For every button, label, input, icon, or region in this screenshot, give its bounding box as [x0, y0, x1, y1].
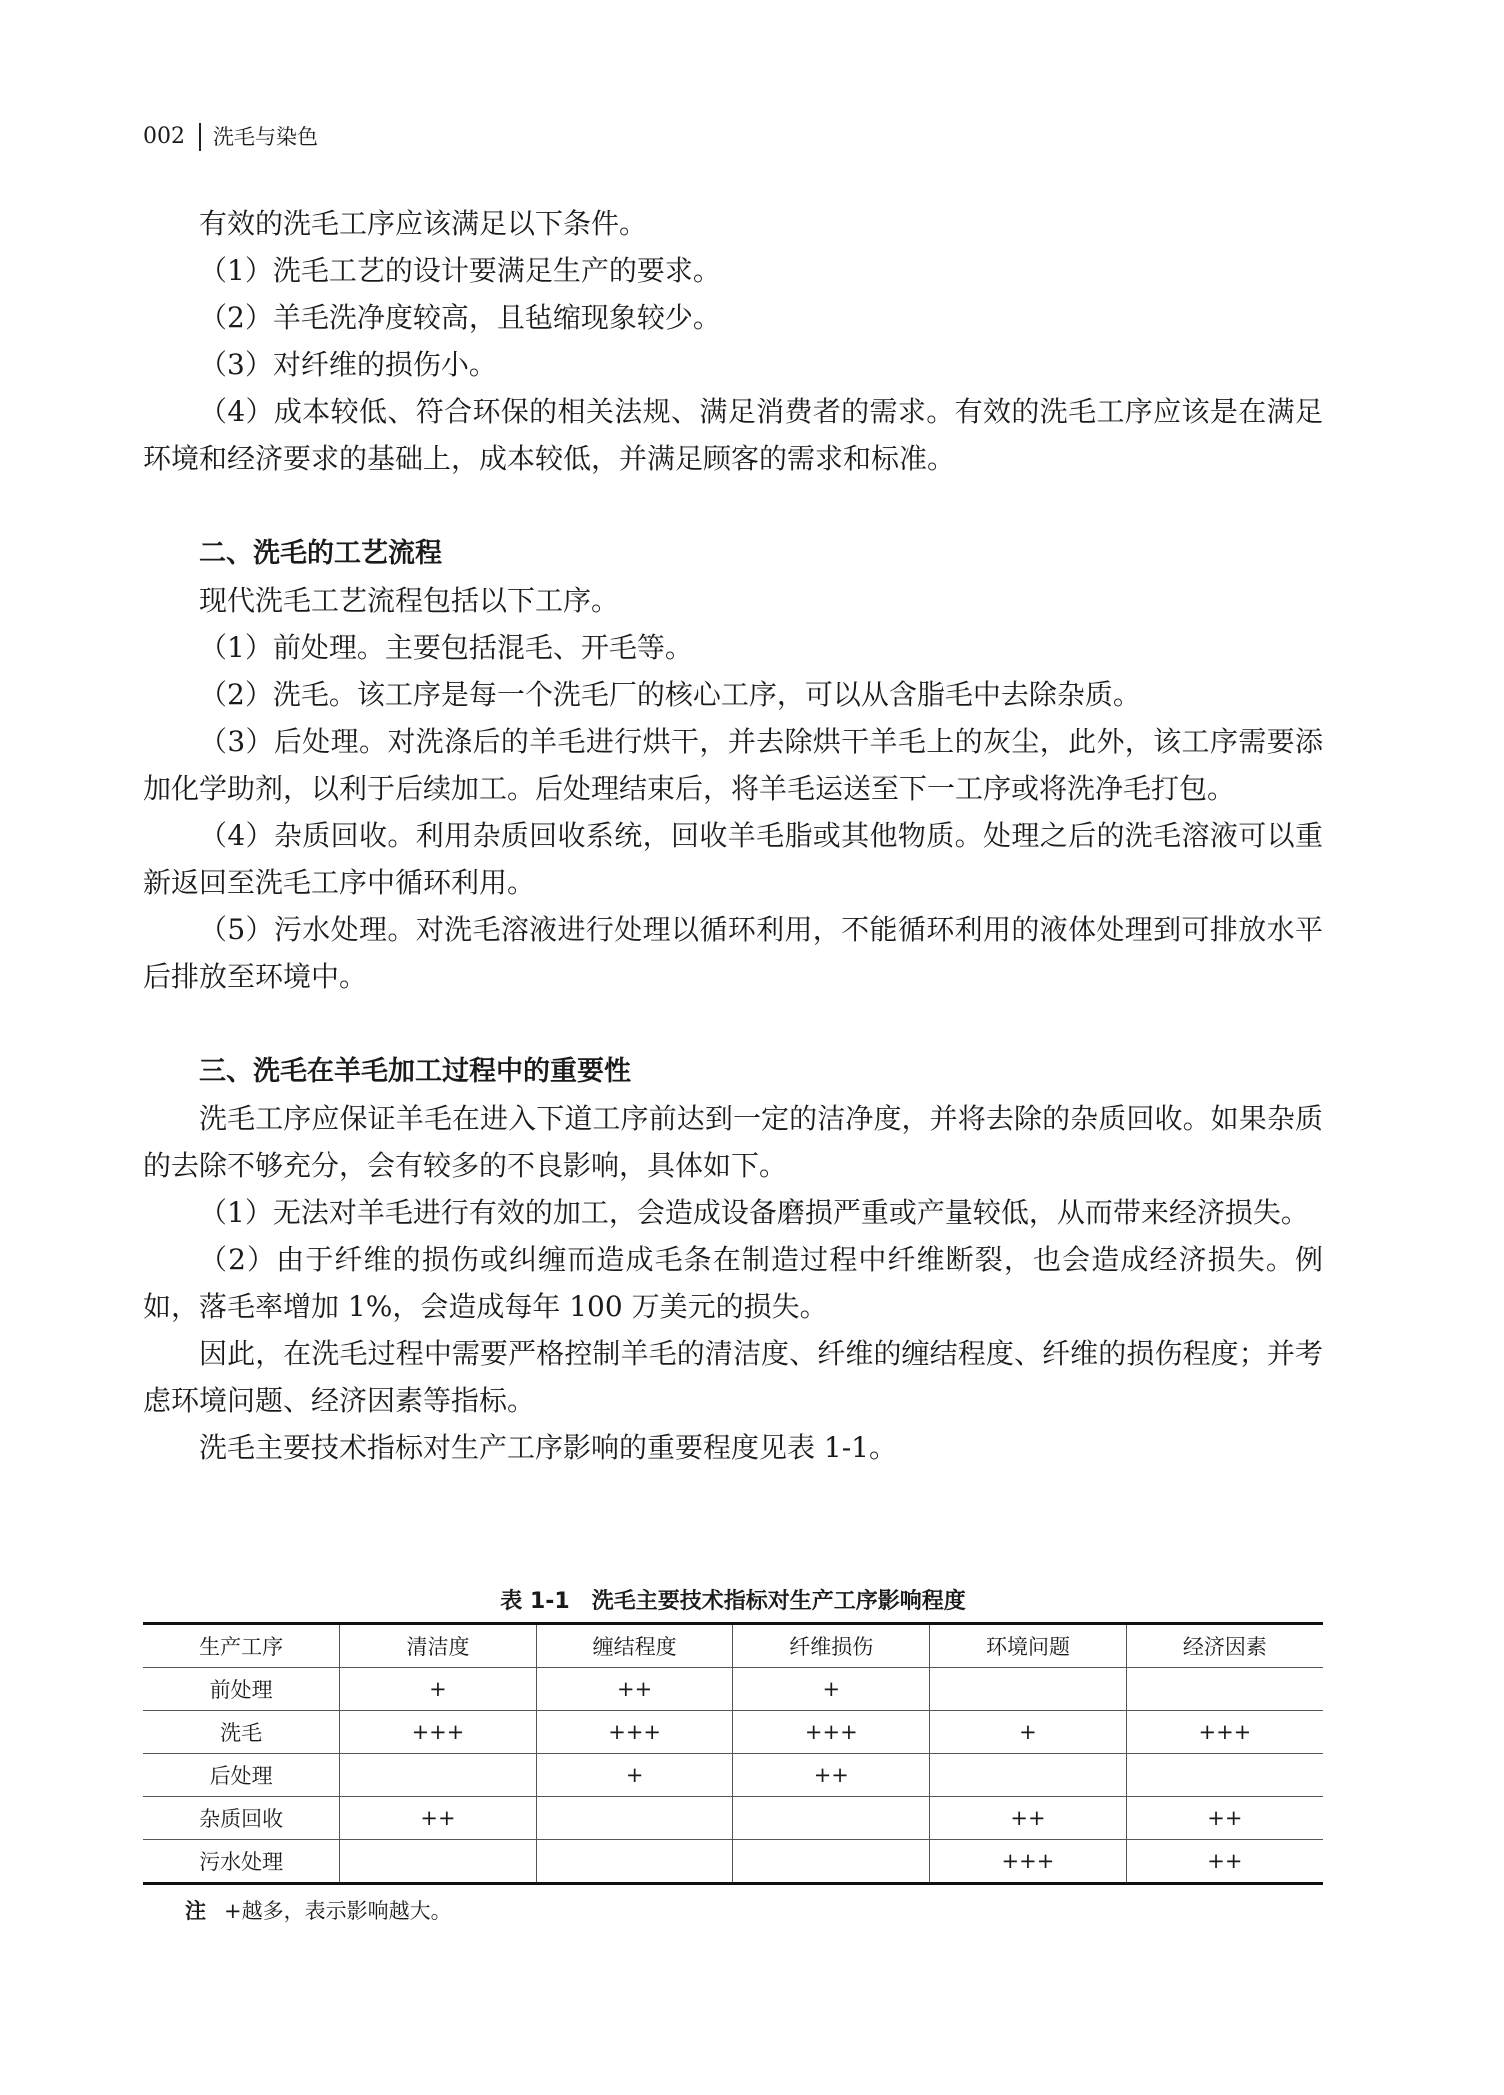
table-cell: [536, 1840, 733, 1884]
table-cell: [340, 1754, 537, 1797]
table-cell: [733, 1797, 930, 1840]
table-cell: ++: [733, 1754, 930, 1797]
impact-table: [143, 1622, 1323, 1885]
table-cell: +++: [733, 1711, 930, 1754]
column-header: 环境问题: [930, 1624, 1127, 1668]
paragraph-intro: 有效的洗毛工序应该满足以下条件。: [199, 207, 648, 240]
section-heading: 二、洗毛的工艺流程: [199, 538, 442, 569]
importance-item: （2）由于纤维的损伤或纠缠而造成毛条在制造过程中纤维断裂，也会造成经济损失。例如，落毛率增加 1%，会造成每年 100 万美元的损失。: [143, 1243, 1323, 1323]
flow-item: （3）后处理。对洗涤后的羊毛进行烘干，并去除烘干羊毛上的灰尘，此外，该工序需要添加化学助剂，以利于后续加工。后处理结束后，将羊毛运送至下一工序或将洗净毛打包。: [143, 725, 1323, 805]
paragraph-conclusion: 因此，在洗毛过程中需要严格控制羊毛的清洁度、纤维的缠结程度、纤维的损伤程度；并考虑环境问题、经济因素等指标。: [143, 1337, 1323, 1417]
table-cell: +: [340, 1668, 537, 1711]
table-cell: +: [733, 1668, 930, 1711]
condition-item: （3）对纤维的损伤小。: [199, 348, 497, 381]
column-header: 纤维损伤: [733, 1624, 930, 1668]
flow-item: （5）污水处理。对洗毛溶液进行处理以循环利用，不能循环利用的液体处理到可排放水平后排放至环境中。: [143, 913, 1323, 993]
table-cell: +++: [1126, 1711, 1323, 1754]
flow-item: （1）前处理。主要包括混毛、开毛等。: [199, 631, 693, 664]
table-header-row: [143, 1624, 1323, 1668]
note-text: +越多，表示影响越大。: [224, 1899, 452, 1923]
table-caption: [143, 1582, 1323, 1622]
table-cell: ++: [930, 1797, 1127, 1840]
condition-item: （2）羊毛洗净度较高，且毡缩现象较少。: [199, 301, 721, 334]
table-row: [143, 1754, 1323, 1797]
paragraph-importance-intro: 洗毛工序应保证羊毛在进入下道工序前达到一定的洁净度，并将去除的杂质回收。如果杂质的去除不够充分，会有较多的不良影响，具体如下。: [143, 1102, 1323, 1182]
table-cell: 后处理: [143, 1754, 340, 1797]
importance-item: （1）无法对羊毛进行有效的加工，会造成设备磨损严重或产量较低，从而带来经济损失。: [199, 1196, 1309, 1229]
table-cell: +++: [930, 1840, 1127, 1884]
page-number: 002: [143, 124, 185, 149]
table-cell: [733, 1840, 930, 1884]
table-title: 洗毛主要技术指标对生产工序影响程度: [591, 1589, 966, 1614]
table-cell: 杂质回收: [143, 1797, 340, 1840]
table-cell: [1126, 1754, 1323, 1797]
flow-item: （2）洗毛。该工序是每一个洗毛厂的核心工序，可以从含脂毛中去除杂质。: [199, 678, 1141, 711]
table-row: [143, 1711, 1323, 1754]
condition-item: （4）成本较低、符合环保的相关法规、满足消费者的需求。有效的洗毛工序应该是在满足环境和经济要求的基础上，成本较低，并满足顾客的需求和标准。: [143, 395, 1323, 475]
table-block: [143, 1582, 1323, 1925]
table-cell: ++: [1126, 1797, 1323, 1840]
table-cell: +++: [536, 1711, 733, 1754]
section-heading: 三、洗毛在羊毛加工过程中的重要性: [199, 1056, 631, 1087]
table-number: 表 1-1: [500, 1589, 570, 1614]
table-cell: +++: [340, 1711, 537, 1754]
table-cell: +: [930, 1711, 1127, 1754]
table-note: [143, 1895, 1323, 1925]
column-header: 缠结程度: [536, 1624, 733, 1668]
paragraph-table-ref: 洗毛主要技术指标对生产工序影响的重要程度见表 1-1。: [199, 1431, 897, 1464]
table-cell: +: [536, 1754, 733, 1797]
table-cell: [930, 1668, 1127, 1711]
table-row: [143, 1840, 1323, 1884]
column-header: 生产工序: [143, 1624, 340, 1668]
column-header: 经济因素: [1126, 1624, 1323, 1668]
flow-item: （4）杂质回收。利用杂质回收系统，回收羊毛脂或其他物质。处理之后的洗毛溶液可以重新返回至洗毛工序中循环利用。: [143, 819, 1323, 899]
table-cell: [1126, 1668, 1323, 1711]
book-title: 洗毛与染色: [213, 125, 318, 149]
table-cell: 洗毛: [143, 1711, 340, 1754]
table-cell: [930, 1754, 1127, 1797]
table-cell: ++: [536, 1668, 733, 1711]
table-row: [143, 1797, 1323, 1840]
table-cell: [536, 1797, 733, 1840]
header-divider: [199, 123, 201, 151]
paragraph-flow-intro: 现代洗毛工艺流程包括以下工序。: [199, 584, 620, 617]
table-cell: ++: [1126, 1840, 1323, 1884]
body-text: [143, 200, 1323, 1471]
table-row: [143, 1668, 1323, 1711]
running-header: [143, 122, 318, 152]
table-cell: 前处理: [143, 1668, 340, 1711]
column-header: 清洁度: [340, 1624, 537, 1668]
condition-item: （1）洗毛工艺的设计要满足生产的要求。: [199, 254, 721, 287]
table-cell: [340, 1840, 537, 1884]
table-cell: 污水处理: [199, 1850, 284, 1874]
note-label: 注: [185, 1899, 206, 1923]
table-cell: ++: [340, 1797, 537, 1840]
